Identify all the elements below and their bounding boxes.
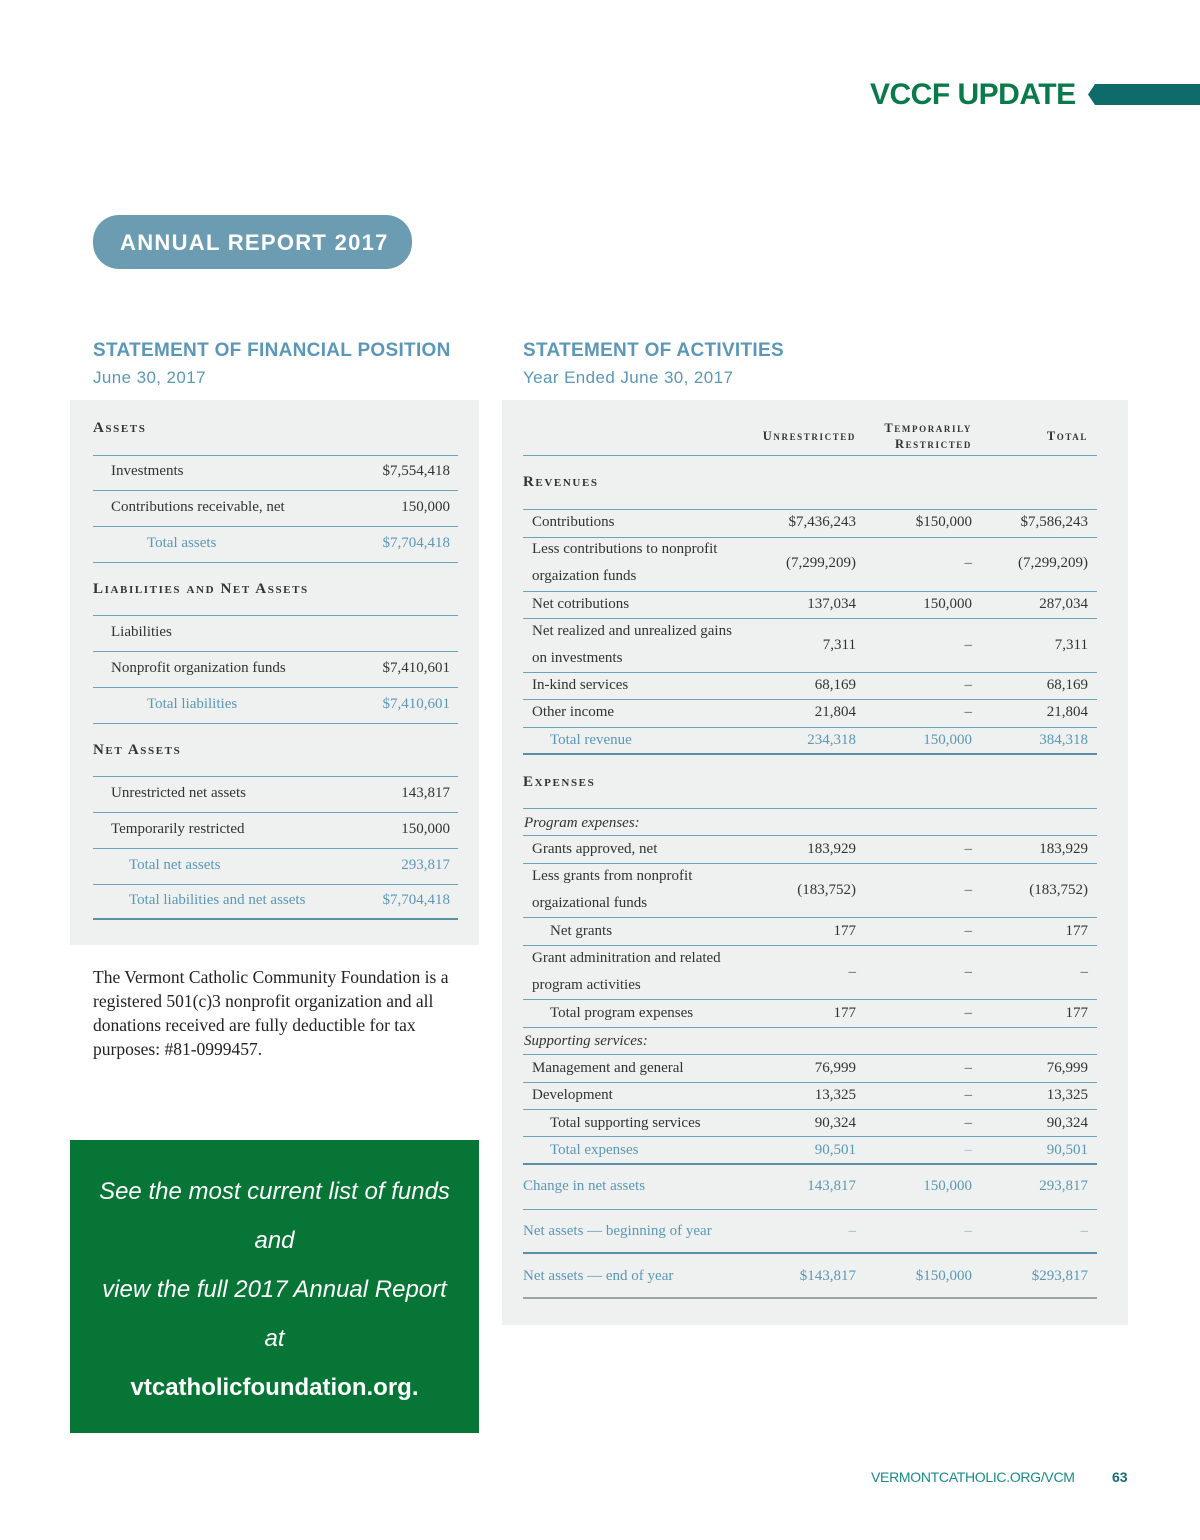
cell-total: 76,999: [1046, 1060, 1088, 1076]
total-liabilities-row: [93, 688, 458, 724]
cell-total: –: [1080, 964, 1088, 980]
cell-unrestricted: 90,324: [814, 1115, 856, 1131]
cell-unrestricted: 13,325: [814, 1087, 856, 1103]
cell-total: 90,501: [1046, 1142, 1088, 1158]
cell-temp-restricted: 150,000: [923, 1178, 972, 1194]
row-label: Less contributions to nonprofit: [532, 541, 718, 557]
row-label: Contributions: [532, 514, 615, 530]
table-row: [93, 777, 458, 813]
cell-unrestricted: 234,318: [807, 732, 856, 748]
table-row: [93, 652, 458, 688]
row-label: Total supporting services: [550, 1115, 701, 1131]
row-label: Temporarily restricted: [111, 821, 245, 837]
cell-total: 183,929: [1039, 841, 1088, 857]
cell-total: 13,325: [1046, 1087, 1088, 1103]
cell-unrestricted: $143,817: [799, 1268, 856, 1284]
row-label: on investments: [532, 650, 623, 666]
assets-heading: Assets: [93, 420, 147, 436]
cell-total: $293,817: [1031, 1268, 1088, 1284]
cell-temp-restricted: –: [964, 923, 972, 939]
row-value: $7,704,418: [382, 535, 450, 551]
row-label: In-kind services: [532, 677, 629, 693]
column-header-unrestricted: Unrestricted: [762, 429, 856, 443]
cell-temp-restricted: –: [964, 1005, 972, 1021]
divider: [523, 1109, 1097, 1110]
divider: [523, 753, 1097, 755]
cell-total: (183,752): [1029, 882, 1088, 898]
row-label: Total net assets: [129, 857, 221, 873]
cell-temp-restricted: –: [964, 704, 972, 720]
activities-date: Year Ended June 30, 2017: [523, 368, 734, 387]
cell-unrestricted: 177: [833, 923, 856, 939]
cell-temp-restricted: –: [964, 1087, 972, 1103]
divider: [523, 1297, 1097, 1299]
cell-temp-restricted: –: [964, 1060, 972, 1076]
tax-deductible-note: The Vermont Catholic Community Foundation is a registered 501(c)3 nonprofit organization and all donations received are fully deductible for tax purposes: #81-0999457.: [93, 967, 449, 1059]
row-label: Net assets — end of year: [523, 1268, 674, 1284]
net-assets-heading: Net Assets: [93, 742, 182, 758]
cell-total: 21,804: [1046, 704, 1088, 720]
cell-unrestricted: 68,169: [814, 677, 856, 693]
row-value: $7,554,418: [382, 463, 450, 479]
expenses-heading: Expenses: [523, 774, 596, 790]
promo-url-link[interactable]: vtcatholicfoundation.org.: [130, 1374, 419, 1401]
row-label: Grant adminitration and related: [532, 950, 721, 966]
divider: [523, 999, 1097, 1000]
row-value: 150,000: [401, 821, 450, 837]
row-label: Total liabilities: [147, 696, 238, 712]
cell-total: (7,299,209): [1018, 555, 1088, 571]
row-label: Contributions receivable, net: [111, 499, 285, 515]
row-value: 150,000: [401, 499, 450, 515]
divider: [523, 945, 1097, 946]
row-label: Total assets: [147, 535, 217, 551]
table-row: [93, 813, 458, 849]
cell-temp-restricted: 150,000: [923, 732, 972, 748]
cell-total: 90,324: [1046, 1115, 1088, 1131]
cell-unrestricted: 183,929: [807, 841, 856, 857]
cell-unrestricted: (7,299,209): [786, 555, 856, 571]
cell-total: 177: [1065, 1005, 1088, 1021]
divider: [523, 591, 1097, 592]
divider: [523, 537, 1097, 538]
cell-unrestricted: 137,034: [807, 596, 856, 612]
table-row: [93, 455, 458, 491]
cell-unrestricted: (183,752): [797, 882, 856, 898]
promo-line: See the most current list of funds: [99, 1178, 450, 1205]
cell-unrestricted: –: [848, 1223, 856, 1239]
divider: [523, 1054, 1097, 1055]
cell-unrestricted: 143,817: [807, 1178, 856, 1194]
row-label: Less grants from nonprofit: [532, 868, 693, 884]
total-assets-row: [93, 527, 458, 563]
cell-unrestricted: 21,804: [814, 704, 856, 720]
divider: [523, 455, 1097, 456]
column-header-line: Restricted: [894, 437, 972, 451]
cell-unrestricted: 177: [833, 1005, 856, 1021]
cell-temp-restricted: –: [964, 882, 972, 898]
row-label: Total program expenses: [550, 1005, 694, 1021]
promo-line: and: [254, 1227, 295, 1254]
row-label: Net assets — beginning of year: [523, 1223, 712, 1239]
table-row: [93, 491, 458, 527]
cell-unrestricted: 7,311: [822, 637, 856, 653]
cell-temp-restricted: –: [964, 841, 972, 857]
cell-unrestricted: –: [848, 964, 856, 980]
column-header-temporarily-restricted: [856, 420, 972, 452]
divider: [523, 618, 1097, 619]
row-label: Net grants: [550, 923, 613, 939]
divider: [523, 727, 1097, 728]
row-label: Net realized and unrealized gains: [532, 623, 732, 639]
row-label: Net cotributions: [532, 596, 630, 612]
cell-unrestricted: 90,501: [814, 1142, 856, 1158]
divider: [523, 1163, 1097, 1165]
cell-total: 287,034: [1039, 596, 1088, 612]
row-label: Management and general: [532, 1060, 684, 1076]
cell-temp-restricted: –: [964, 677, 972, 693]
row-value: $7,410,601: [382, 660, 450, 676]
divider: [523, 1252, 1097, 1254]
cell-total: 177: [1065, 923, 1088, 939]
divider: [523, 917, 1097, 918]
footer-website-link[interactable]: VERMONTCATHOLIC.ORG/VCM: [871, 1469, 1075, 1485]
row-value: 143,817: [401, 785, 450, 801]
table-row: [93, 616, 458, 652]
cell-total: 293,817: [1039, 1178, 1088, 1194]
divider: [523, 808, 1097, 809]
row-value: $7,410,601: [382, 696, 450, 712]
cell-temp-restricted: $150,000: [915, 514, 972, 530]
cell-total: $7,586,243: [1020, 514, 1088, 530]
total-net-assets-row: [93, 849, 458, 885]
cell-temp-restricted: –: [964, 1115, 972, 1131]
cell-unrestricted: $7,436,243: [788, 514, 856, 530]
row-value: $7,704,418: [382, 892, 450, 908]
row-label: program activities: [532, 977, 641, 993]
row-label: Grants approved, net: [532, 841, 658, 857]
column-header-total: Total: [1046, 429, 1088, 443]
cell-total: –: [1080, 1223, 1088, 1239]
cell-temp-restricted: 150,000: [923, 596, 972, 612]
divider: [523, 699, 1097, 700]
row-label: Investments: [111, 463, 184, 479]
financial-position-date: June 30, 2017: [93, 368, 206, 387]
activities-title: STATEMENT OF ACTIVITIES: [523, 340, 784, 361]
row-label: Unrestricted net assets: [111, 785, 246, 801]
promo-box: [70, 1140, 479, 1433]
promo-line: view the full 2017 Annual Report: [102, 1276, 447, 1303]
cell-temp-restricted: –: [964, 1223, 972, 1239]
row-label: orgaizational funds: [532, 895, 648, 911]
row-label: Liabilities: [111, 624, 172, 640]
revenues-heading: Revenues: [523, 474, 599, 490]
row-label: Supporting services:: [524, 1033, 648, 1049]
financial-position-title: STATEMENT OF FINANCIAL POSITION: [93, 340, 451, 361]
cell-total: 384,318: [1039, 732, 1088, 748]
divider: [523, 1136, 1097, 1137]
cell-temp-restricted: –: [964, 1142, 972, 1158]
cell-temp-restricted: –: [964, 964, 972, 980]
cell-temp-restricted: –: [964, 637, 972, 653]
promo-line: at: [264, 1325, 285, 1352]
divider: [523, 1082, 1097, 1083]
annual-report-badge: ANNUAL REPORT 2017: [93, 215, 412, 269]
row-label: Other income: [532, 704, 615, 720]
divider: [523, 672, 1097, 673]
row-label: orgaization funds: [532, 568, 637, 584]
divider: [523, 835, 1097, 836]
cell-total: 68,169: [1046, 677, 1088, 693]
divider: [523, 863, 1097, 864]
cell-total: 7,311: [1054, 637, 1088, 653]
row-label: Change in net assets: [523, 1178, 646, 1194]
cell-temp-restricted: –: [964, 555, 972, 571]
divider: [523, 1209, 1097, 1210]
divider: [523, 1027, 1097, 1028]
page-number: 63: [1112, 1469, 1128, 1485]
row-label: Nonprofit organization funds: [111, 660, 286, 676]
row-label: Total revenue: [550, 732, 632, 748]
total-liabilities-net-assets-row: [93, 884, 458, 920]
row-label: Program expenses:: [524, 815, 640, 831]
row-label: Total expenses: [550, 1142, 639, 1158]
section-header-title: VCCF UPDATE: [870, 78, 1076, 111]
cell-unrestricted: 76,999: [814, 1060, 856, 1076]
header-tab-decoration: [1088, 84, 1200, 105]
liabilities-net-assets-heading: Liabilities and Net Assets: [93, 581, 309, 597]
cell-temp-restricted: $150,000: [915, 1268, 972, 1284]
row-value: 293,817: [401, 857, 450, 873]
row-label: Total liabilities and net assets: [129, 892, 306, 908]
column-header-line: Temporarily: [884, 421, 972, 435]
divider: [523, 509, 1097, 510]
row-label: Development: [532, 1087, 613, 1103]
